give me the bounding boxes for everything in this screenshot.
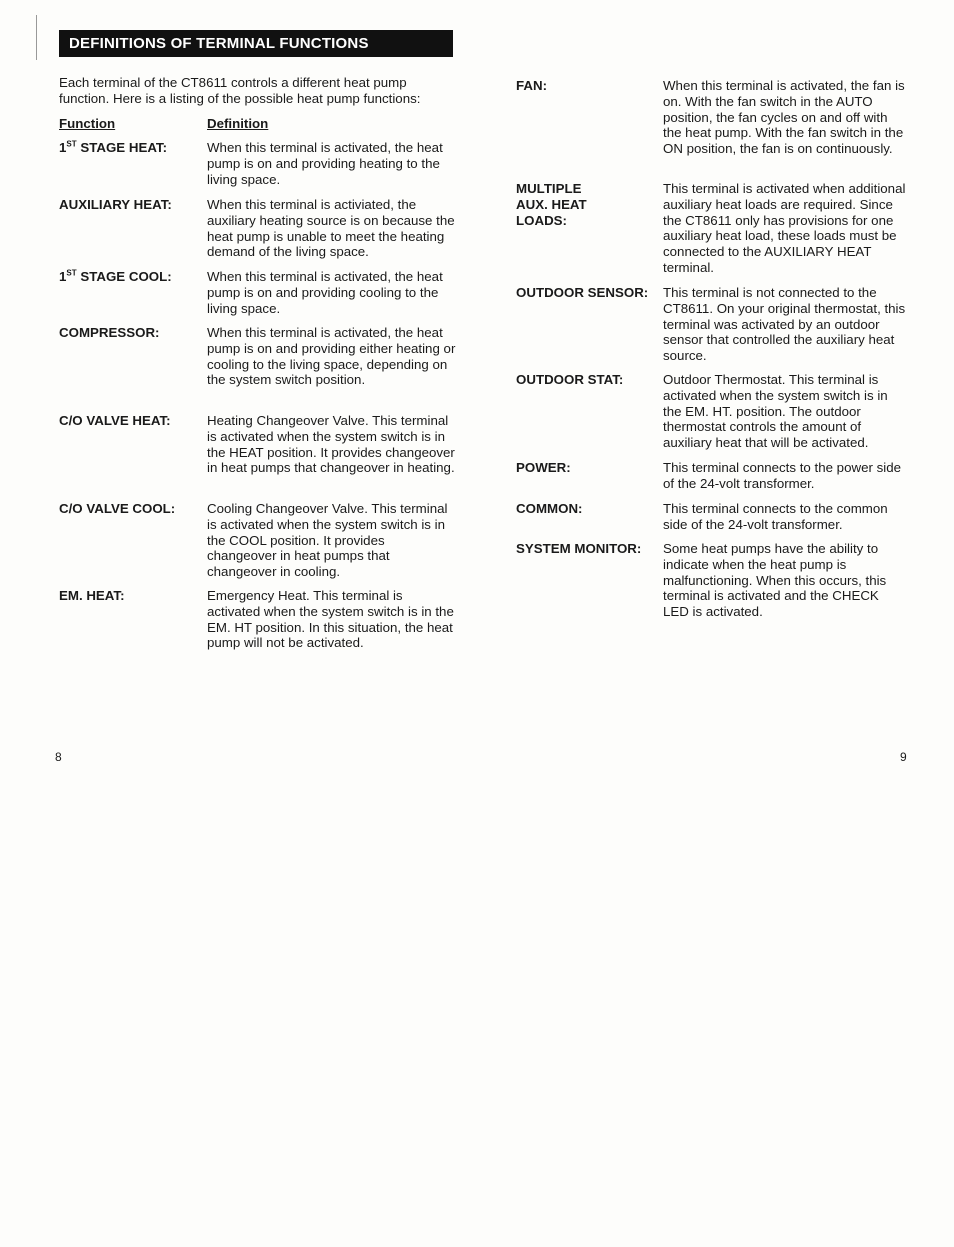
definition-co-valve-heat: Heating Changeover Valve. This terminal is activated when the system switch is in the HEAT position. It provides changeover in heat pumps that changeover in heating.	[207, 413, 455, 476]
margin-rule	[36, 15, 37, 60]
definition-fan: When this terminal is activated, the fan is on. With the fan switch in the AUTO position, the fan cycles on and off with the heat pump. With the fan switch in the ON position, the fan is on continuously.	[663, 78, 905, 157]
term-em-heat: EM. HEAT:	[59, 588, 125, 603]
term-co-valve-cool: C/O VALVE COOL:	[59, 501, 176, 516]
term-auxiliary-heat: AUXILIARY HEAT:	[59, 197, 172, 212]
definition-column-header: Definition	[207, 116, 269, 131]
definition-common: This terminal connects to the common side of the 24-volt transformer.	[663, 501, 888, 532]
term-outdoor-stat: OUTDOOR STAT:	[516, 372, 624, 387]
term-multiple-aux-heat-loads: MULTIPLE AUX. HEAT LOADS:	[516, 181, 587, 228]
definition-outdoor-sensor: This terminal is not connected to the CT8611. On your original thermostat, this terminal was activated by an outdoor sensor that controlled the auxiliary heat source.	[663, 285, 906, 364]
definition-1st-stage-heat: When this terminal is activated, the heat pump is on and providing heating to the living space.	[207, 140, 443, 187]
term-system-monitor: SYSTEM MONITOR:	[516, 541, 642, 556]
page-number-left: 8	[55, 750, 62, 764]
definition-em-heat: Emergency Heat. This terminal is activated when the system switch is in the EM. HT position. In this situation, the heat pump will not be activated.	[207, 588, 454, 651]
term-compressor: COMPRESSOR:	[59, 325, 160, 340]
intro-text: Each terminal of the CT8611 controls a different heat pump function. Here is a listing of the possible heat pump functions:	[59, 75, 421, 106]
term-fan: FAN:	[516, 78, 548, 93]
page-number-right: 9	[900, 750, 907, 764]
definition-outdoor-stat: Outdoor Thermostat. This terminal is activated when the system switch is in the EM. HT. position. The outdoor thermostat controls the amount of auxiliary heat that will be activated.	[663, 372, 888, 451]
section-banner: DEFINITIONS OF TERMINAL FUNCTIONS	[59, 30, 453, 57]
definition-system-monitor: Some heat pumps have the ability to indicate when the heat pump is malfunctioning. When this occurs, this terminal is activated and the CHECK LED is activated.	[663, 541, 887, 620]
definition-auxiliary-heat: When this terminal is activiated, the auxiliary heating source is on because the heat pump is unable to meet the heating demand of the living space.	[207, 197, 455, 260]
term-1st-stage-heat: 1ST STAGE HEAT:	[59, 139, 168, 155]
definition-multiple-aux-heat-loads: This terminal is activated when additional auxiliary heat loads are required. Since the CT8611 only has provisions for one auxiliary heat load, these loads must be connected to the AUXILIARY HEAT terminal.	[663, 181, 906, 275]
term-1st-stage-cool: 1ST STAGE COOL:	[59, 268, 172, 284]
definition-compressor: When this terminal is activated, the heat pump is on and providing either heating or cooling to the living space, depending on the system switch position.	[207, 325, 456, 388]
definition-1st-stage-cool: When this terminal is activated, the heat pump is on and providing cooling to the living space.	[207, 269, 443, 316]
term-co-valve-heat: C/O VALVE HEAT:	[59, 413, 171, 428]
term-power: POWER:	[516, 460, 571, 475]
function-column-header: Function	[59, 116, 116, 131]
term-common: COMMON:	[516, 501, 583, 516]
definition-co-valve-cool: Cooling Changeover Valve. This terminal is activated when the system switch is in the COOL position. It provides changeover in heat pumps that changeover in cooling.	[207, 501, 448, 580]
term-outdoor-sensor: OUTDOOR SENSOR:	[516, 285, 649, 300]
definition-power: This terminal connects to the power side of the 24-volt transformer.	[663, 460, 901, 491]
